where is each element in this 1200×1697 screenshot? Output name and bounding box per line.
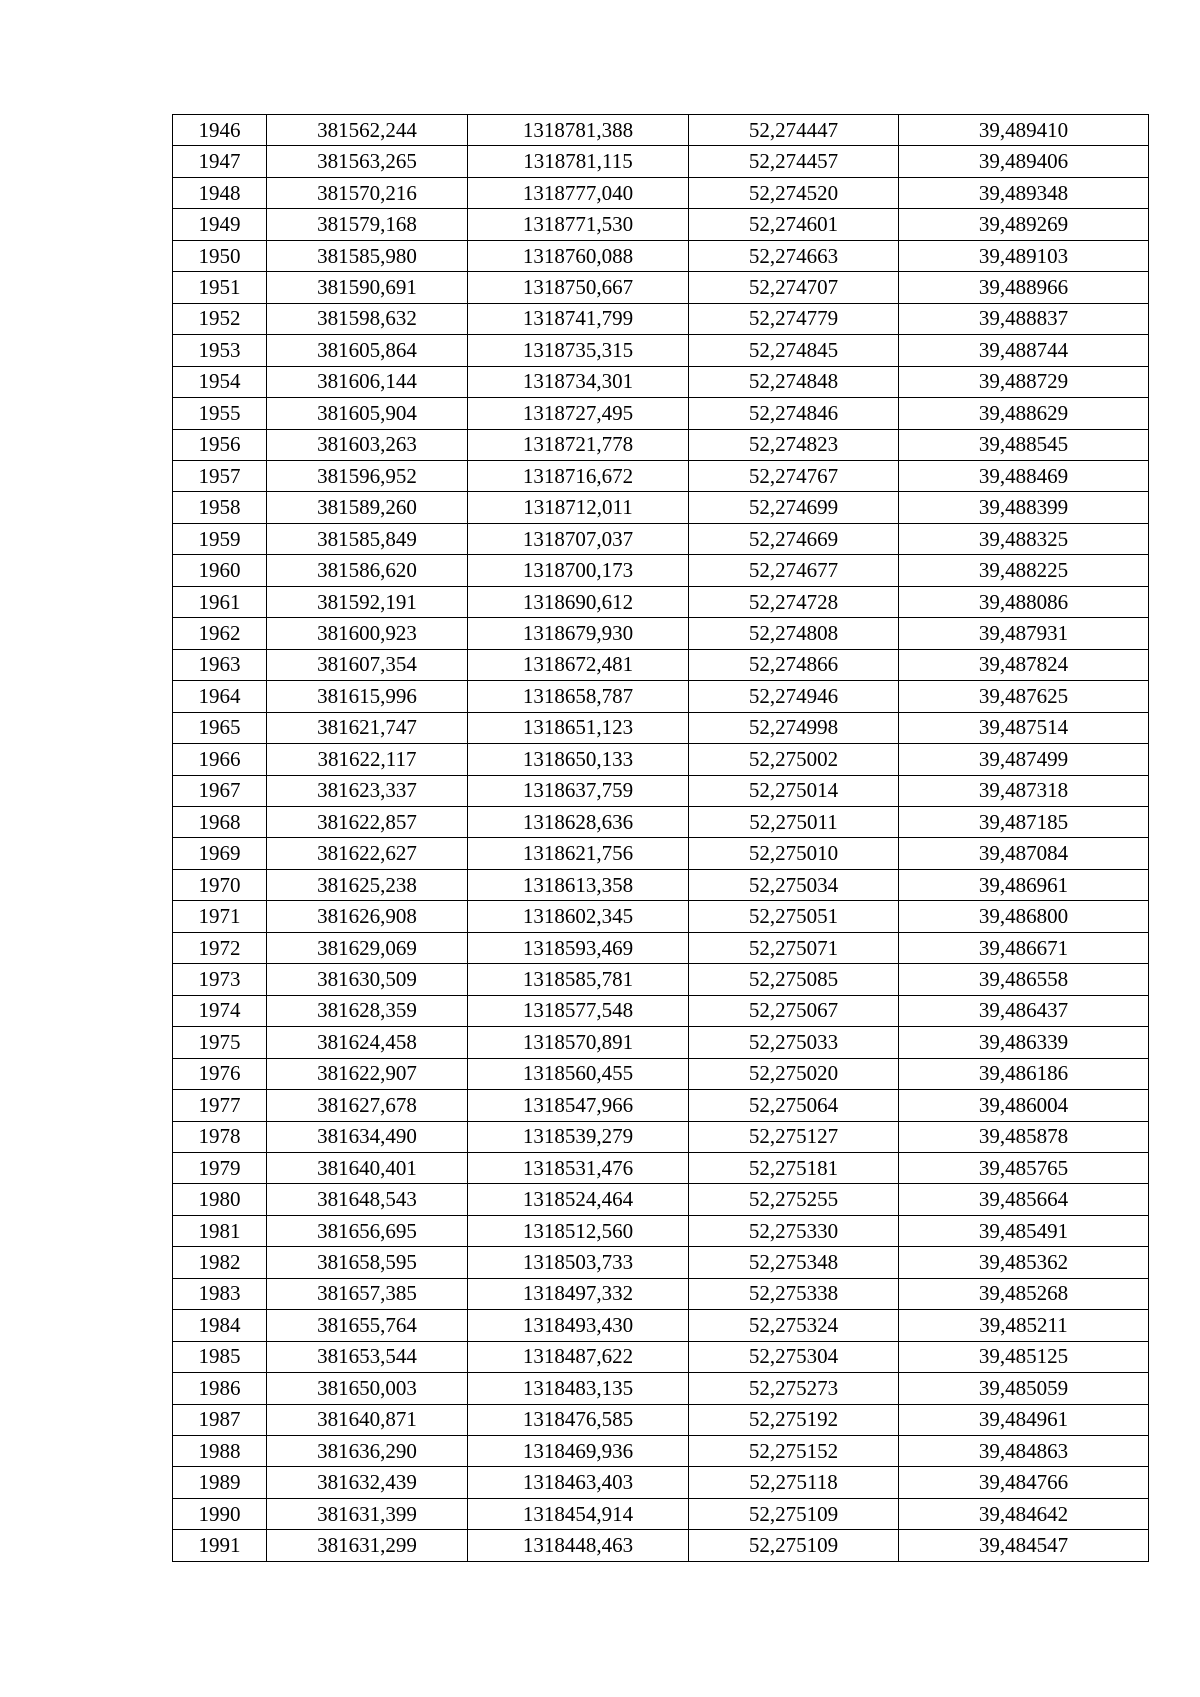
latitude-cell: 52,275192 xyxy=(689,1404,899,1435)
latitude-cell: 52,275109 xyxy=(689,1530,899,1561)
coordinates-table xyxy=(172,114,1149,1562)
y-coordinate-cell: 1318628,636 xyxy=(468,806,689,837)
latitude-cell: 52,275109 xyxy=(689,1498,899,1529)
table-row xyxy=(173,618,1149,649)
longitude-cell: 39,487318 xyxy=(899,775,1149,806)
y-coordinate-cell: 1318512,560 xyxy=(468,1215,689,1246)
x-coordinate-cell: 381658,595 xyxy=(267,1247,468,1278)
x-coordinate-cell: 381621,747 xyxy=(267,712,468,743)
point-number-cell: 1949 xyxy=(173,209,267,240)
longitude-cell: 39,484961 xyxy=(899,1404,1149,1435)
point-number-cell: 1967 xyxy=(173,775,267,806)
y-coordinate-cell: 1318658,787 xyxy=(468,681,689,712)
point-number-cell: 1989 xyxy=(173,1467,267,1498)
x-coordinate-cell: 381631,399 xyxy=(267,1498,468,1529)
y-coordinate-cell: 1318560,455 xyxy=(468,1058,689,1089)
latitude-cell: 52,274998 xyxy=(689,712,899,743)
longitude-cell: 39,488837 xyxy=(899,303,1149,334)
point-number-cell: 1985 xyxy=(173,1341,267,1372)
x-coordinate-cell: 381648,543 xyxy=(267,1184,468,1215)
point-number-cell: 1988 xyxy=(173,1436,267,1467)
longitude-cell: 39,487499 xyxy=(899,744,1149,775)
x-coordinate-cell: 381607,354 xyxy=(267,649,468,680)
latitude-cell: 52,275348 xyxy=(689,1247,899,1278)
longitude-cell: 39,488325 xyxy=(899,523,1149,554)
y-coordinate-cell: 1318463,403 xyxy=(468,1467,689,1498)
point-number-cell: 1987 xyxy=(173,1404,267,1435)
x-coordinate-cell: 381615,996 xyxy=(267,681,468,712)
y-coordinate-cell: 1318734,301 xyxy=(468,366,689,397)
point-number-cell: 1971 xyxy=(173,901,267,932)
x-coordinate-cell: 381626,908 xyxy=(267,901,468,932)
longitude-cell: 39,484863 xyxy=(899,1436,1149,1467)
longitude-cell: 39,486800 xyxy=(899,901,1149,932)
latitude-cell: 52,274728 xyxy=(689,586,899,617)
latitude-cell: 52,275181 xyxy=(689,1152,899,1183)
table-row xyxy=(173,932,1149,963)
y-coordinate-cell: 1318585,781 xyxy=(468,964,689,995)
x-coordinate-cell: 381589,260 xyxy=(267,492,468,523)
latitude-cell: 52,275324 xyxy=(689,1310,899,1341)
y-coordinate-cell: 1318577,548 xyxy=(468,995,689,1026)
longitude-cell: 39,487185 xyxy=(899,806,1149,837)
table-row xyxy=(173,1404,1149,1435)
x-coordinate-cell: 381603,263 xyxy=(267,429,468,460)
longitude-cell: 39,485491 xyxy=(899,1215,1149,1246)
y-coordinate-cell: 1318712,011 xyxy=(468,492,689,523)
longitude-cell: 39,489410 xyxy=(899,115,1149,146)
x-coordinate-cell: 381585,849 xyxy=(267,523,468,554)
table-row xyxy=(173,1373,1149,1404)
latitude-cell: 52,274707 xyxy=(689,272,899,303)
latitude-cell: 52,275304 xyxy=(689,1341,899,1372)
point-number-cell: 1957 xyxy=(173,460,267,491)
y-coordinate-cell: 1318493,430 xyxy=(468,1310,689,1341)
latitude-cell: 52,274845 xyxy=(689,335,899,366)
y-coordinate-cell: 1318760,088 xyxy=(468,240,689,271)
y-coordinate-cell: 1318593,469 xyxy=(468,932,689,963)
table-row xyxy=(173,398,1149,429)
latitude-cell: 52,275051 xyxy=(689,901,899,932)
y-coordinate-cell: 1318700,173 xyxy=(468,555,689,586)
table-row xyxy=(173,366,1149,397)
point-number-cell: 1990 xyxy=(173,1498,267,1529)
table-row xyxy=(173,995,1149,1026)
table-row xyxy=(173,775,1149,806)
table-row xyxy=(173,586,1149,617)
point-number-cell: 1968 xyxy=(173,806,267,837)
table-row xyxy=(173,712,1149,743)
y-coordinate-cell: 1318448,463 xyxy=(468,1530,689,1561)
y-coordinate-cell: 1318621,756 xyxy=(468,838,689,869)
latitude-cell: 52,275085 xyxy=(689,964,899,995)
x-coordinate-cell: 381640,871 xyxy=(267,1404,468,1435)
x-coordinate-cell: 381650,003 xyxy=(267,1373,468,1404)
longitude-cell: 39,485362 xyxy=(899,1247,1149,1278)
x-coordinate-cell: 381640,401 xyxy=(267,1152,468,1183)
longitude-cell: 39,488966 xyxy=(899,272,1149,303)
y-coordinate-cell: 1318476,585 xyxy=(468,1404,689,1435)
table-row xyxy=(173,177,1149,208)
latitude-cell: 52,275020 xyxy=(689,1058,899,1089)
point-number-cell: 1991 xyxy=(173,1530,267,1561)
table-row xyxy=(173,964,1149,995)
latitude-cell: 52,274699 xyxy=(689,492,899,523)
point-number-cell: 1975 xyxy=(173,1027,267,1058)
table-row xyxy=(173,1184,1149,1215)
table-row xyxy=(173,146,1149,177)
latitude-cell: 52,274663 xyxy=(689,240,899,271)
latitude-cell: 52,274779 xyxy=(689,303,899,334)
y-coordinate-cell: 1318483,135 xyxy=(468,1373,689,1404)
longitude-cell: 39,486004 xyxy=(899,1090,1149,1121)
point-number-cell: 1984 xyxy=(173,1310,267,1341)
latitude-cell: 52,274520 xyxy=(689,177,899,208)
latitude-cell: 52,274447 xyxy=(689,115,899,146)
longitude-cell: 39,486671 xyxy=(899,932,1149,963)
latitude-cell: 52,275071 xyxy=(689,932,899,963)
point-number-cell: 1977 xyxy=(173,1090,267,1121)
latitude-cell: 52,275118 xyxy=(689,1467,899,1498)
x-coordinate-cell: 381622,627 xyxy=(267,838,468,869)
x-coordinate-cell: 381562,244 xyxy=(267,115,468,146)
y-coordinate-cell: 1318650,133 xyxy=(468,744,689,775)
latitude-cell: 52,274601 xyxy=(689,209,899,240)
table-row xyxy=(173,1027,1149,1058)
point-number-cell: 1976 xyxy=(173,1058,267,1089)
y-coordinate-cell: 1318637,759 xyxy=(468,775,689,806)
y-coordinate-cell: 1318750,667 xyxy=(468,272,689,303)
x-coordinate-cell: 381628,359 xyxy=(267,995,468,1026)
x-coordinate-cell: 381655,764 xyxy=(267,1310,468,1341)
latitude-cell: 52,274846 xyxy=(689,398,899,429)
y-coordinate-cell: 1318771,530 xyxy=(468,209,689,240)
x-coordinate-cell: 381606,144 xyxy=(267,366,468,397)
longitude-cell: 39,486339 xyxy=(899,1027,1149,1058)
point-number-cell: 1953 xyxy=(173,335,267,366)
point-number-cell: 1956 xyxy=(173,429,267,460)
table-row xyxy=(173,744,1149,775)
point-number-cell: 1969 xyxy=(173,838,267,869)
table-row xyxy=(173,492,1149,523)
table-row xyxy=(173,523,1149,554)
y-coordinate-cell: 1318497,332 xyxy=(468,1278,689,1309)
point-number-cell: 1981 xyxy=(173,1215,267,1246)
table-row xyxy=(173,272,1149,303)
point-number-cell: 1983 xyxy=(173,1278,267,1309)
longitude-cell: 39,485125 xyxy=(899,1341,1149,1372)
longitude-cell: 39,487084 xyxy=(899,838,1149,869)
x-coordinate-cell: 381632,439 xyxy=(267,1467,468,1498)
longitude-cell: 39,486558 xyxy=(899,964,1149,995)
longitude-cell: 39,488744 xyxy=(899,335,1149,366)
point-number-cell: 1962 xyxy=(173,618,267,649)
point-number-cell: 1950 xyxy=(173,240,267,271)
point-number-cell: 1946 xyxy=(173,115,267,146)
table-row xyxy=(173,335,1149,366)
latitude-cell: 52,275338 xyxy=(689,1278,899,1309)
x-coordinate-cell: 381592,191 xyxy=(267,586,468,617)
latitude-cell: 52,274669 xyxy=(689,523,899,554)
x-coordinate-cell: 381600,923 xyxy=(267,618,468,649)
point-number-cell: 1955 xyxy=(173,398,267,429)
table-row xyxy=(173,681,1149,712)
longitude-cell: 39,485059 xyxy=(899,1373,1149,1404)
x-coordinate-cell: 381605,864 xyxy=(267,335,468,366)
y-coordinate-cell: 1318721,778 xyxy=(468,429,689,460)
point-number-cell: 1965 xyxy=(173,712,267,743)
latitude-cell: 52,275010 xyxy=(689,838,899,869)
longitude-cell: 39,488086 xyxy=(899,586,1149,617)
x-coordinate-cell: 381622,857 xyxy=(267,806,468,837)
x-coordinate-cell: 381579,168 xyxy=(267,209,468,240)
longitude-cell: 39,484642 xyxy=(899,1498,1149,1529)
table-row xyxy=(173,303,1149,334)
y-coordinate-cell: 1318531,476 xyxy=(468,1152,689,1183)
point-number-cell: 1958 xyxy=(173,492,267,523)
y-coordinate-cell: 1318727,495 xyxy=(468,398,689,429)
y-coordinate-cell: 1318570,891 xyxy=(468,1027,689,1058)
longitude-cell: 39,489103 xyxy=(899,240,1149,271)
table-row xyxy=(173,240,1149,271)
longitude-cell: 39,488729 xyxy=(899,366,1149,397)
x-coordinate-cell: 381634,490 xyxy=(267,1121,468,1152)
x-coordinate-cell: 381624,458 xyxy=(267,1027,468,1058)
longitude-cell: 39,486437 xyxy=(899,995,1149,1026)
point-number-cell: 1954 xyxy=(173,366,267,397)
coordinates-table-body xyxy=(173,115,1149,1562)
table-row xyxy=(173,555,1149,586)
y-coordinate-cell: 1318777,040 xyxy=(468,177,689,208)
x-coordinate-cell: 381605,904 xyxy=(267,398,468,429)
point-number-cell: 1964 xyxy=(173,681,267,712)
latitude-cell: 52,275152 xyxy=(689,1436,899,1467)
latitude-cell: 52,274767 xyxy=(689,460,899,491)
longitude-cell: 39,488399 xyxy=(899,492,1149,523)
x-coordinate-cell: 381563,265 xyxy=(267,146,468,177)
table-row xyxy=(173,1310,1149,1341)
longitude-cell: 39,484547 xyxy=(899,1530,1149,1561)
point-number-cell: 1979 xyxy=(173,1152,267,1183)
table-row xyxy=(173,869,1149,900)
point-number-cell: 1948 xyxy=(173,177,267,208)
x-coordinate-cell: 381636,290 xyxy=(267,1436,468,1467)
table-row xyxy=(173,1090,1149,1121)
y-coordinate-cell: 1318503,733 xyxy=(468,1247,689,1278)
x-coordinate-cell: 381622,907 xyxy=(267,1058,468,1089)
longitude-cell: 39,488469 xyxy=(899,460,1149,491)
x-coordinate-cell: 381590,691 xyxy=(267,272,468,303)
x-coordinate-cell: 381653,544 xyxy=(267,1341,468,1372)
y-coordinate-cell: 1318781,388 xyxy=(468,115,689,146)
point-number-cell: 1960 xyxy=(173,555,267,586)
x-coordinate-cell: 381585,980 xyxy=(267,240,468,271)
point-number-cell: 1974 xyxy=(173,995,267,1026)
table-row xyxy=(173,1058,1149,1089)
latitude-cell: 52,275014 xyxy=(689,775,899,806)
point-number-cell: 1970 xyxy=(173,869,267,900)
point-number-cell: 1973 xyxy=(173,964,267,995)
latitude-cell: 52,274808 xyxy=(689,618,899,649)
y-coordinate-cell: 1318707,037 xyxy=(468,523,689,554)
point-number-cell: 1947 xyxy=(173,146,267,177)
longitude-cell: 39,487931 xyxy=(899,618,1149,649)
x-coordinate-cell: 381627,678 xyxy=(267,1090,468,1121)
table-row xyxy=(173,806,1149,837)
point-number-cell: 1982 xyxy=(173,1247,267,1278)
longitude-cell: 39,485664 xyxy=(899,1184,1149,1215)
x-coordinate-cell: 381625,238 xyxy=(267,869,468,900)
latitude-cell: 52,275034 xyxy=(689,869,899,900)
latitude-cell: 52,275127 xyxy=(689,1121,899,1152)
table-row xyxy=(173,209,1149,240)
table-row xyxy=(173,1530,1149,1561)
y-coordinate-cell: 1318487,622 xyxy=(468,1341,689,1372)
longitude-cell: 39,487824 xyxy=(899,649,1149,680)
longitude-cell: 39,485268 xyxy=(899,1278,1149,1309)
point-number-cell: 1978 xyxy=(173,1121,267,1152)
longitude-cell: 39,486186 xyxy=(899,1058,1149,1089)
y-coordinate-cell: 1318613,358 xyxy=(468,869,689,900)
table-row xyxy=(173,1215,1149,1246)
y-coordinate-cell: 1318602,345 xyxy=(468,901,689,932)
longitude-cell: 39,489269 xyxy=(899,209,1149,240)
latitude-cell: 52,275067 xyxy=(689,995,899,1026)
longitude-cell: 39,489406 xyxy=(899,146,1149,177)
latitude-cell: 52,274848 xyxy=(689,366,899,397)
x-coordinate-cell: 381630,509 xyxy=(267,964,468,995)
latitude-cell: 52,274823 xyxy=(689,429,899,460)
latitude-cell: 52,274946 xyxy=(689,681,899,712)
table-row xyxy=(173,1498,1149,1529)
table-row xyxy=(173,1341,1149,1372)
x-coordinate-cell: 381631,299 xyxy=(267,1530,468,1561)
y-coordinate-cell: 1318716,672 xyxy=(468,460,689,491)
y-coordinate-cell: 1318469,936 xyxy=(468,1436,689,1467)
longitude-cell: 39,487625 xyxy=(899,681,1149,712)
x-coordinate-cell: 381596,952 xyxy=(267,460,468,491)
latitude-cell: 52,274866 xyxy=(689,649,899,680)
point-number-cell: 1972 xyxy=(173,932,267,963)
table-row xyxy=(173,460,1149,491)
x-coordinate-cell: 381598,632 xyxy=(267,303,468,334)
point-number-cell: 1980 xyxy=(173,1184,267,1215)
y-coordinate-cell: 1318539,279 xyxy=(468,1121,689,1152)
longitude-cell: 39,485765 xyxy=(899,1152,1149,1183)
table-row xyxy=(173,115,1149,146)
point-number-cell: 1952 xyxy=(173,303,267,334)
x-coordinate-cell: 381623,337 xyxy=(267,775,468,806)
latitude-cell: 52,274457 xyxy=(689,146,899,177)
y-coordinate-cell: 1318781,115 xyxy=(468,146,689,177)
x-coordinate-cell: 381657,385 xyxy=(267,1278,468,1309)
table-row xyxy=(173,901,1149,932)
longitude-cell: 39,487514 xyxy=(899,712,1149,743)
point-number-cell: 1961 xyxy=(173,586,267,617)
latitude-cell: 52,275011 xyxy=(689,806,899,837)
latitude-cell: 52,275064 xyxy=(689,1090,899,1121)
x-coordinate-cell: 381629,069 xyxy=(267,932,468,963)
point-number-cell: 1986 xyxy=(173,1373,267,1404)
longitude-cell: 39,486961 xyxy=(899,869,1149,900)
y-coordinate-cell: 1318454,914 xyxy=(468,1498,689,1529)
table-row xyxy=(173,1278,1149,1309)
table-row xyxy=(173,429,1149,460)
y-coordinate-cell: 1318690,612 xyxy=(468,586,689,617)
y-coordinate-cell: 1318547,966 xyxy=(468,1090,689,1121)
table-row xyxy=(173,1152,1149,1183)
table-row xyxy=(173,1467,1149,1498)
y-coordinate-cell: 1318679,930 xyxy=(468,618,689,649)
longitude-cell: 39,484766 xyxy=(899,1467,1149,1498)
table-row xyxy=(173,649,1149,680)
y-coordinate-cell: 1318651,123 xyxy=(468,712,689,743)
latitude-cell: 52,275273 xyxy=(689,1373,899,1404)
table-row xyxy=(173,838,1149,869)
table-row xyxy=(173,1247,1149,1278)
latitude-cell: 52,275033 xyxy=(689,1027,899,1058)
latitude-cell: 52,274677 xyxy=(689,555,899,586)
y-coordinate-cell: 1318672,481 xyxy=(468,649,689,680)
longitude-cell: 39,488629 xyxy=(899,398,1149,429)
y-coordinate-cell: 1318741,799 xyxy=(468,303,689,334)
x-coordinate-cell: 381586,620 xyxy=(267,555,468,586)
point-number-cell: 1966 xyxy=(173,744,267,775)
y-coordinate-cell: 1318735,315 xyxy=(468,335,689,366)
latitude-cell: 52,275330 xyxy=(689,1215,899,1246)
point-number-cell: 1959 xyxy=(173,523,267,554)
table-row xyxy=(173,1436,1149,1467)
x-coordinate-cell: 381656,695 xyxy=(267,1215,468,1246)
latitude-cell: 52,275002 xyxy=(689,744,899,775)
x-coordinate-cell: 381570,216 xyxy=(267,177,468,208)
longitude-cell: 39,489348 xyxy=(899,177,1149,208)
y-coordinate-cell: 1318524,464 xyxy=(468,1184,689,1215)
point-number-cell: 1963 xyxy=(173,649,267,680)
longitude-cell: 39,485211 xyxy=(899,1310,1149,1341)
longitude-cell: 39,488545 xyxy=(899,429,1149,460)
point-number-cell: 1951 xyxy=(173,272,267,303)
longitude-cell: 39,488225 xyxy=(899,555,1149,586)
x-coordinate-cell: 381622,117 xyxy=(267,744,468,775)
table-row xyxy=(173,1121,1149,1152)
latitude-cell: 52,275255 xyxy=(689,1184,899,1215)
longitude-cell: 39,485878 xyxy=(899,1121,1149,1152)
